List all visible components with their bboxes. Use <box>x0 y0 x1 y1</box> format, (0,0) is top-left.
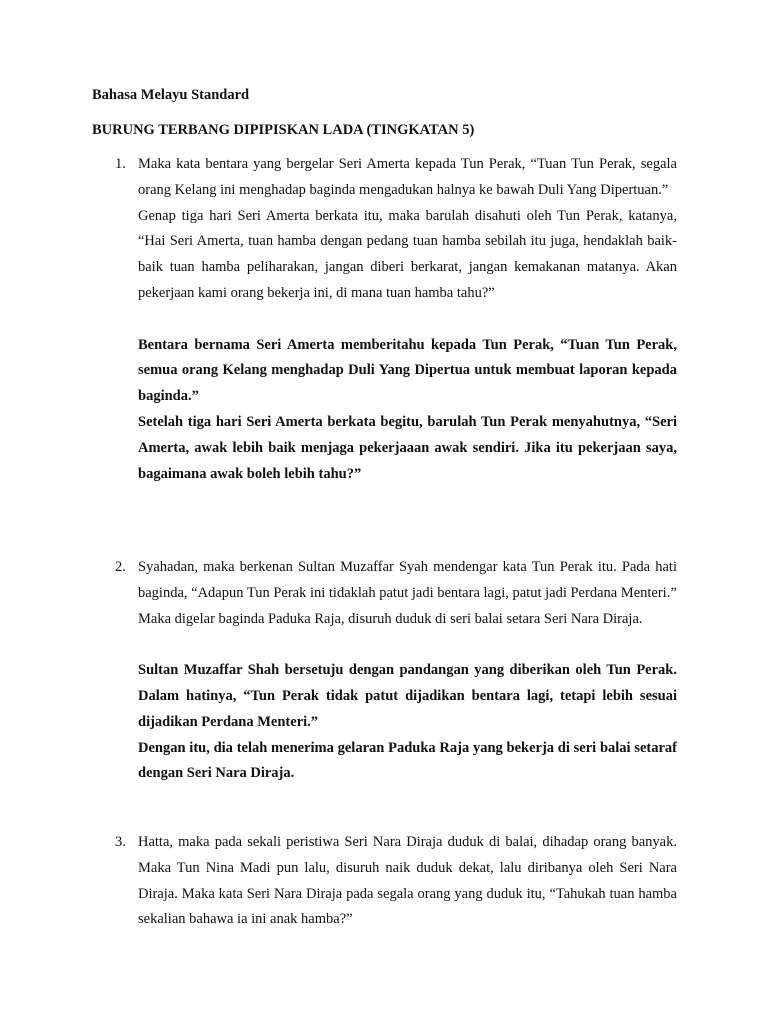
item-number: 2. <box>115 559 126 575</box>
original-paragraph: Syahadan, maka berkenan Sultan Muzaffar Syah mendengar kata Tun Perak itu. Pada hati baginda, “Adapun Tun Perak ini tidaklah patut jadi bentara lagi, patut jadi Perdana Menteri.” <box>138 559 677 601</box>
translation-paragraph: Bentara bernama Seri Amerta memberitahu kepada Tun Perak, “Tuan Tun Perak, semua orang Kelang menghadap Duli Yang Dipertua untuk membuat laporan kepada baginda.” <box>138 336 677 405</box>
translation-paragraph: Sultan Muzaffar Shah bersetuju dengan pandangan yang diberikan oleh Tun Perak. Dalam hatinya, “Tun Perak tidak patut dijadikan bentara lagi, tetapi lebih sesuai dijadikan Perdana Menteri.” <box>138 662 677 730</box>
original-paragraph: Maka digelar baginda Paduka Raja, disuruh duduk di seri balai setara Seri Nara Diraja. <box>138 610 643 627</box>
item-body <box>138 152 677 487</box>
item-number: 3. <box>115 834 126 850</box>
item-number: 1. <box>115 156 126 172</box>
document-subject: Bahasa Melayu Standard <box>92 87 250 103</box>
translation-paragraph: Setelah tiga hari Seri Amerta berkata begitu, barulah Tun Perak menyahutnya, “Seri Amerta, awak lebih baik menjaga pekerjaaan awak sendiri. Jika itu pekerjaan saya, bagaimana awak boleh lebih tahu?” <box>138 413 677 482</box>
list-item-2 <box>92 555 677 787</box>
item-body <box>138 555 677 787</box>
document-title: BURUNG TERBANG DIPIPISKAN LADA (TINGKATAN 5) <box>92 122 475 138</box>
original-paragraph: Genap tiga hari Seri Amerta berkata itu, maka barulah disahuti oleh Tun Perak, katanya, “Hai Seri Amerta, tuan hamba dengan pedang tuan hamba sebilah itu juga, hendaklah baik-baik tuan hamba peliharakan, jangan diberi berkarat, jangan kemakanan matanya. Akan pekerjaan kami orang bekerja ini, di mana tuan hamba tahu?” <box>138 207 677 301</box>
original-paragraph: Hatta, maka pada sekali peristiwa Seri Nara Diraja duduk di balai, dihadap orang banyak. Maka Tun Nina Madi pun lalu, disuruh naik duduk dekat, lalu diribanya oleh Seri Nara Diraja. Maka kata Seri Nara Diraja pada segala orang yang duduk itu, “Tahukah tuan hamba sekalian bahawa ia ini anak hamba?” <box>138 834 677 928</box>
original-paragraph: Maka kata bentara yang bergelar Seri Amerta kepada Tun Perak, “Tuan Tun Perak, segala orang Kelang ini menghadap baginda mengadukan halnya ke bawah Duli Yang Dipertuan.” <box>138 156 677 198</box>
translation-paragraph: Dengan itu, dia telah menerima gelaran Paduka Raja yang bekerja di seri balai setaraf dengan Seri Nara Diraja. <box>138 739 677 782</box>
list-item-1 <box>92 152 677 487</box>
item-body <box>138 830 677 933</box>
list-item-3 <box>92 830 677 933</box>
